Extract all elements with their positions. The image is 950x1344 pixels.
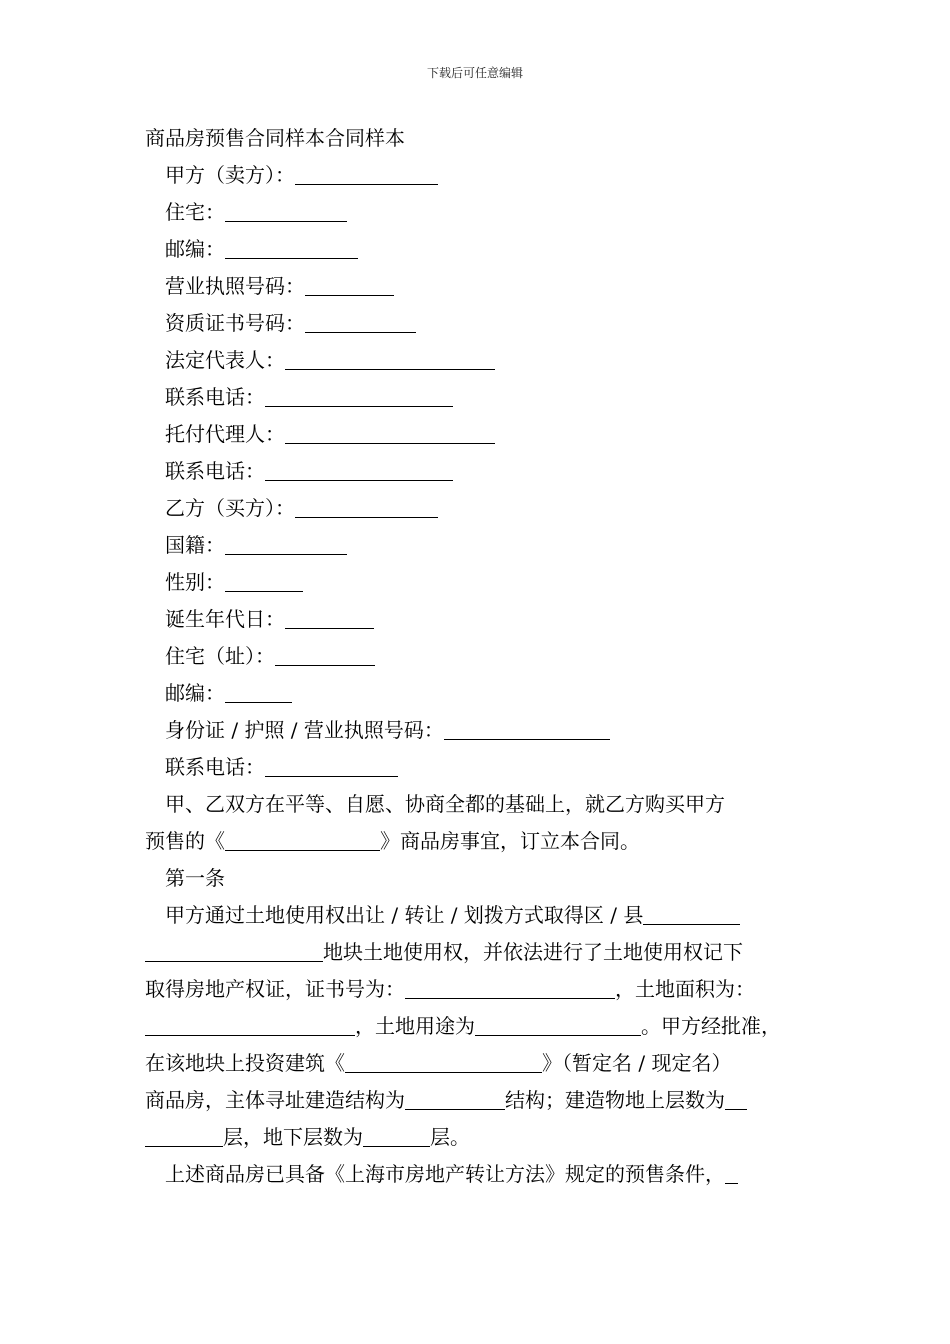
seller-postcode-label: 邮编： bbox=[165, 237, 225, 261]
plot-blank bbox=[145, 937, 323, 962]
article-1-line-1 bbox=[145, 897, 820, 934]
floors-above-blank-b bbox=[145, 1122, 223, 1147]
seller-legal-rep-label: 法定代表人： bbox=[165, 348, 285, 372]
article-1-text-5b: 》（暂定名 / 现定名） bbox=[542, 1051, 732, 1075]
article-1-line-3 bbox=[145, 971, 820, 1008]
seller-legal-rep-blank bbox=[285, 345, 495, 370]
buyer-postcode-line bbox=[145, 675, 820, 712]
seller-phone-line bbox=[145, 379, 820, 416]
certificate-no-blank bbox=[405, 974, 615, 999]
buyer-party-blank bbox=[295, 493, 438, 518]
buyer-address-label: 住宅（址）： bbox=[165, 644, 275, 668]
seller-qualification-blank bbox=[305, 308, 416, 333]
contract-body bbox=[145, 120, 820, 1193]
seller-license-blank bbox=[305, 271, 394, 296]
seller-party-line bbox=[145, 157, 820, 194]
article-1-text-6a: 商品房，主体寻址建造结构为 bbox=[145, 1088, 405, 1112]
seller-postcode-line bbox=[145, 231, 820, 268]
seller-agent-phone-blank bbox=[265, 456, 453, 481]
seller-party-blank bbox=[295, 160, 438, 185]
land-use-blank bbox=[475, 1011, 641, 1036]
page-header: 下载后可任意编辑 bbox=[426, 66, 523, 80]
article-1-para-2-text: 上述商品房已具备《上海市房地产转让方法》规定的预售条件， bbox=[165, 1162, 725, 1186]
article-1-text-3a: 取得房地产权证，证书号为： bbox=[145, 977, 405, 1001]
seller-agent-label: 托付代理人： bbox=[165, 422, 285, 446]
seller-license-line bbox=[145, 268, 820, 305]
buyer-phone-line bbox=[145, 749, 820, 786]
structure-blank bbox=[405, 1085, 505, 1110]
buyer-nationality-blank bbox=[225, 530, 347, 555]
article-1-text-4b: 。甲方经批准， bbox=[641, 1014, 781, 1038]
buyer-address-blank bbox=[275, 641, 375, 666]
preamble-line-1: 甲、乙双方在平等、自愿、协商全都的基础上，就乙方购买甲方 bbox=[165, 792, 725, 816]
buyer-id-label: 身份证 / 护照 / 营业执照号码： bbox=[165, 718, 444, 742]
floors-below-blank bbox=[363, 1122, 430, 1147]
buyer-birth-blank bbox=[285, 604, 374, 629]
buyer-birth-label: 诞生年代日： bbox=[165, 607, 285, 631]
seller-address-line bbox=[145, 194, 820, 231]
buyer-party-label: 乙方（买方）： bbox=[165, 496, 295, 520]
district-blank bbox=[643, 900, 740, 925]
seller-qualification-line bbox=[145, 305, 820, 342]
building-name-blank bbox=[345, 1048, 542, 1073]
seller-legal-rep-line bbox=[145, 342, 820, 379]
seller-agent-phone-label: 联系电话： bbox=[165, 459, 265, 483]
buyer-birth-line bbox=[145, 601, 820, 638]
seller-qualification-label: 资质证书号码： bbox=[165, 311, 305, 335]
seller-postcode-blank bbox=[225, 234, 358, 259]
presale-blank bbox=[725, 1159, 738, 1184]
article-1-text-7a: 层，地下层数为 bbox=[223, 1125, 363, 1149]
seller-agent-line bbox=[145, 416, 820, 453]
article-1-line-6 bbox=[145, 1082, 820, 1119]
seller-party-label: 甲方（卖方）： bbox=[165, 163, 295, 187]
buyer-id-blank bbox=[444, 715, 610, 740]
article-1-para-2-line-1 bbox=[145, 1156, 820, 1193]
article-1-text-1: 甲方通过土地使用权出让 / 转让 / 划拨方式取得区 / 县 bbox=[165, 903, 644, 927]
seller-address-blank bbox=[225, 197, 347, 222]
floors-above-blank-a bbox=[725, 1085, 747, 1110]
buyer-postcode-label: 邮编： bbox=[165, 681, 225, 705]
seller-address-label: 住宅： bbox=[165, 200, 225, 224]
preamble-text-b: 》商品房事宜，订立本合同。 bbox=[380, 829, 640, 853]
buyer-postcode-blank bbox=[225, 678, 292, 703]
contract-title: 商品房预售合同样本合同样本 bbox=[145, 126, 405, 150]
buyer-gender-blank bbox=[225, 567, 303, 592]
buyer-party-line bbox=[145, 490, 820, 527]
project-name-blank bbox=[225, 826, 380, 851]
buyer-id-line bbox=[145, 712, 820, 749]
article-1-line-2 bbox=[145, 934, 820, 971]
article-1-line-5 bbox=[145, 1045, 820, 1082]
buyer-phone-blank bbox=[265, 752, 398, 777]
article-1-line-7 bbox=[145, 1119, 820, 1156]
seller-phone-blank bbox=[265, 382, 453, 407]
buyer-gender-line bbox=[145, 564, 820, 601]
land-area-blank bbox=[145, 1011, 355, 1036]
seller-phone-label: 联系电话： bbox=[165, 385, 265, 409]
buyer-address-line bbox=[145, 638, 820, 675]
article-1-line-4 bbox=[145, 1008, 820, 1045]
seller-agent-blank bbox=[285, 419, 495, 444]
buyer-nationality-line bbox=[145, 527, 820, 564]
buyer-gender-label: 性别： bbox=[165, 570, 225, 594]
preamble-line-2 bbox=[145, 823, 820, 860]
seller-license-label: 营业执照号码： bbox=[165, 274, 305, 298]
article-1-text-2: 地块土地使用权，并依法进行了土地使用权记下 bbox=[323, 940, 743, 964]
article-1-text-3b: ，土地面积为： bbox=[615, 977, 755, 1001]
buyer-nationality-label: 国籍： bbox=[165, 533, 225, 557]
article-1-heading: 第一条 bbox=[165, 866, 225, 890]
seller-agent-phone-line bbox=[145, 453, 820, 490]
preamble-text-a: 预售的《 bbox=[145, 829, 225, 853]
article-1-text-4a: ，土地用途为 bbox=[355, 1014, 475, 1038]
article-1-text-5a: 在该地块上投资建筑《 bbox=[145, 1051, 345, 1075]
buyer-phone-label: 联系电话： bbox=[165, 755, 265, 779]
article-1-text-7b: 层。 bbox=[430, 1125, 470, 1149]
article-1-text-6b: 结构；建造物地上层数为 bbox=[505, 1088, 725, 1112]
